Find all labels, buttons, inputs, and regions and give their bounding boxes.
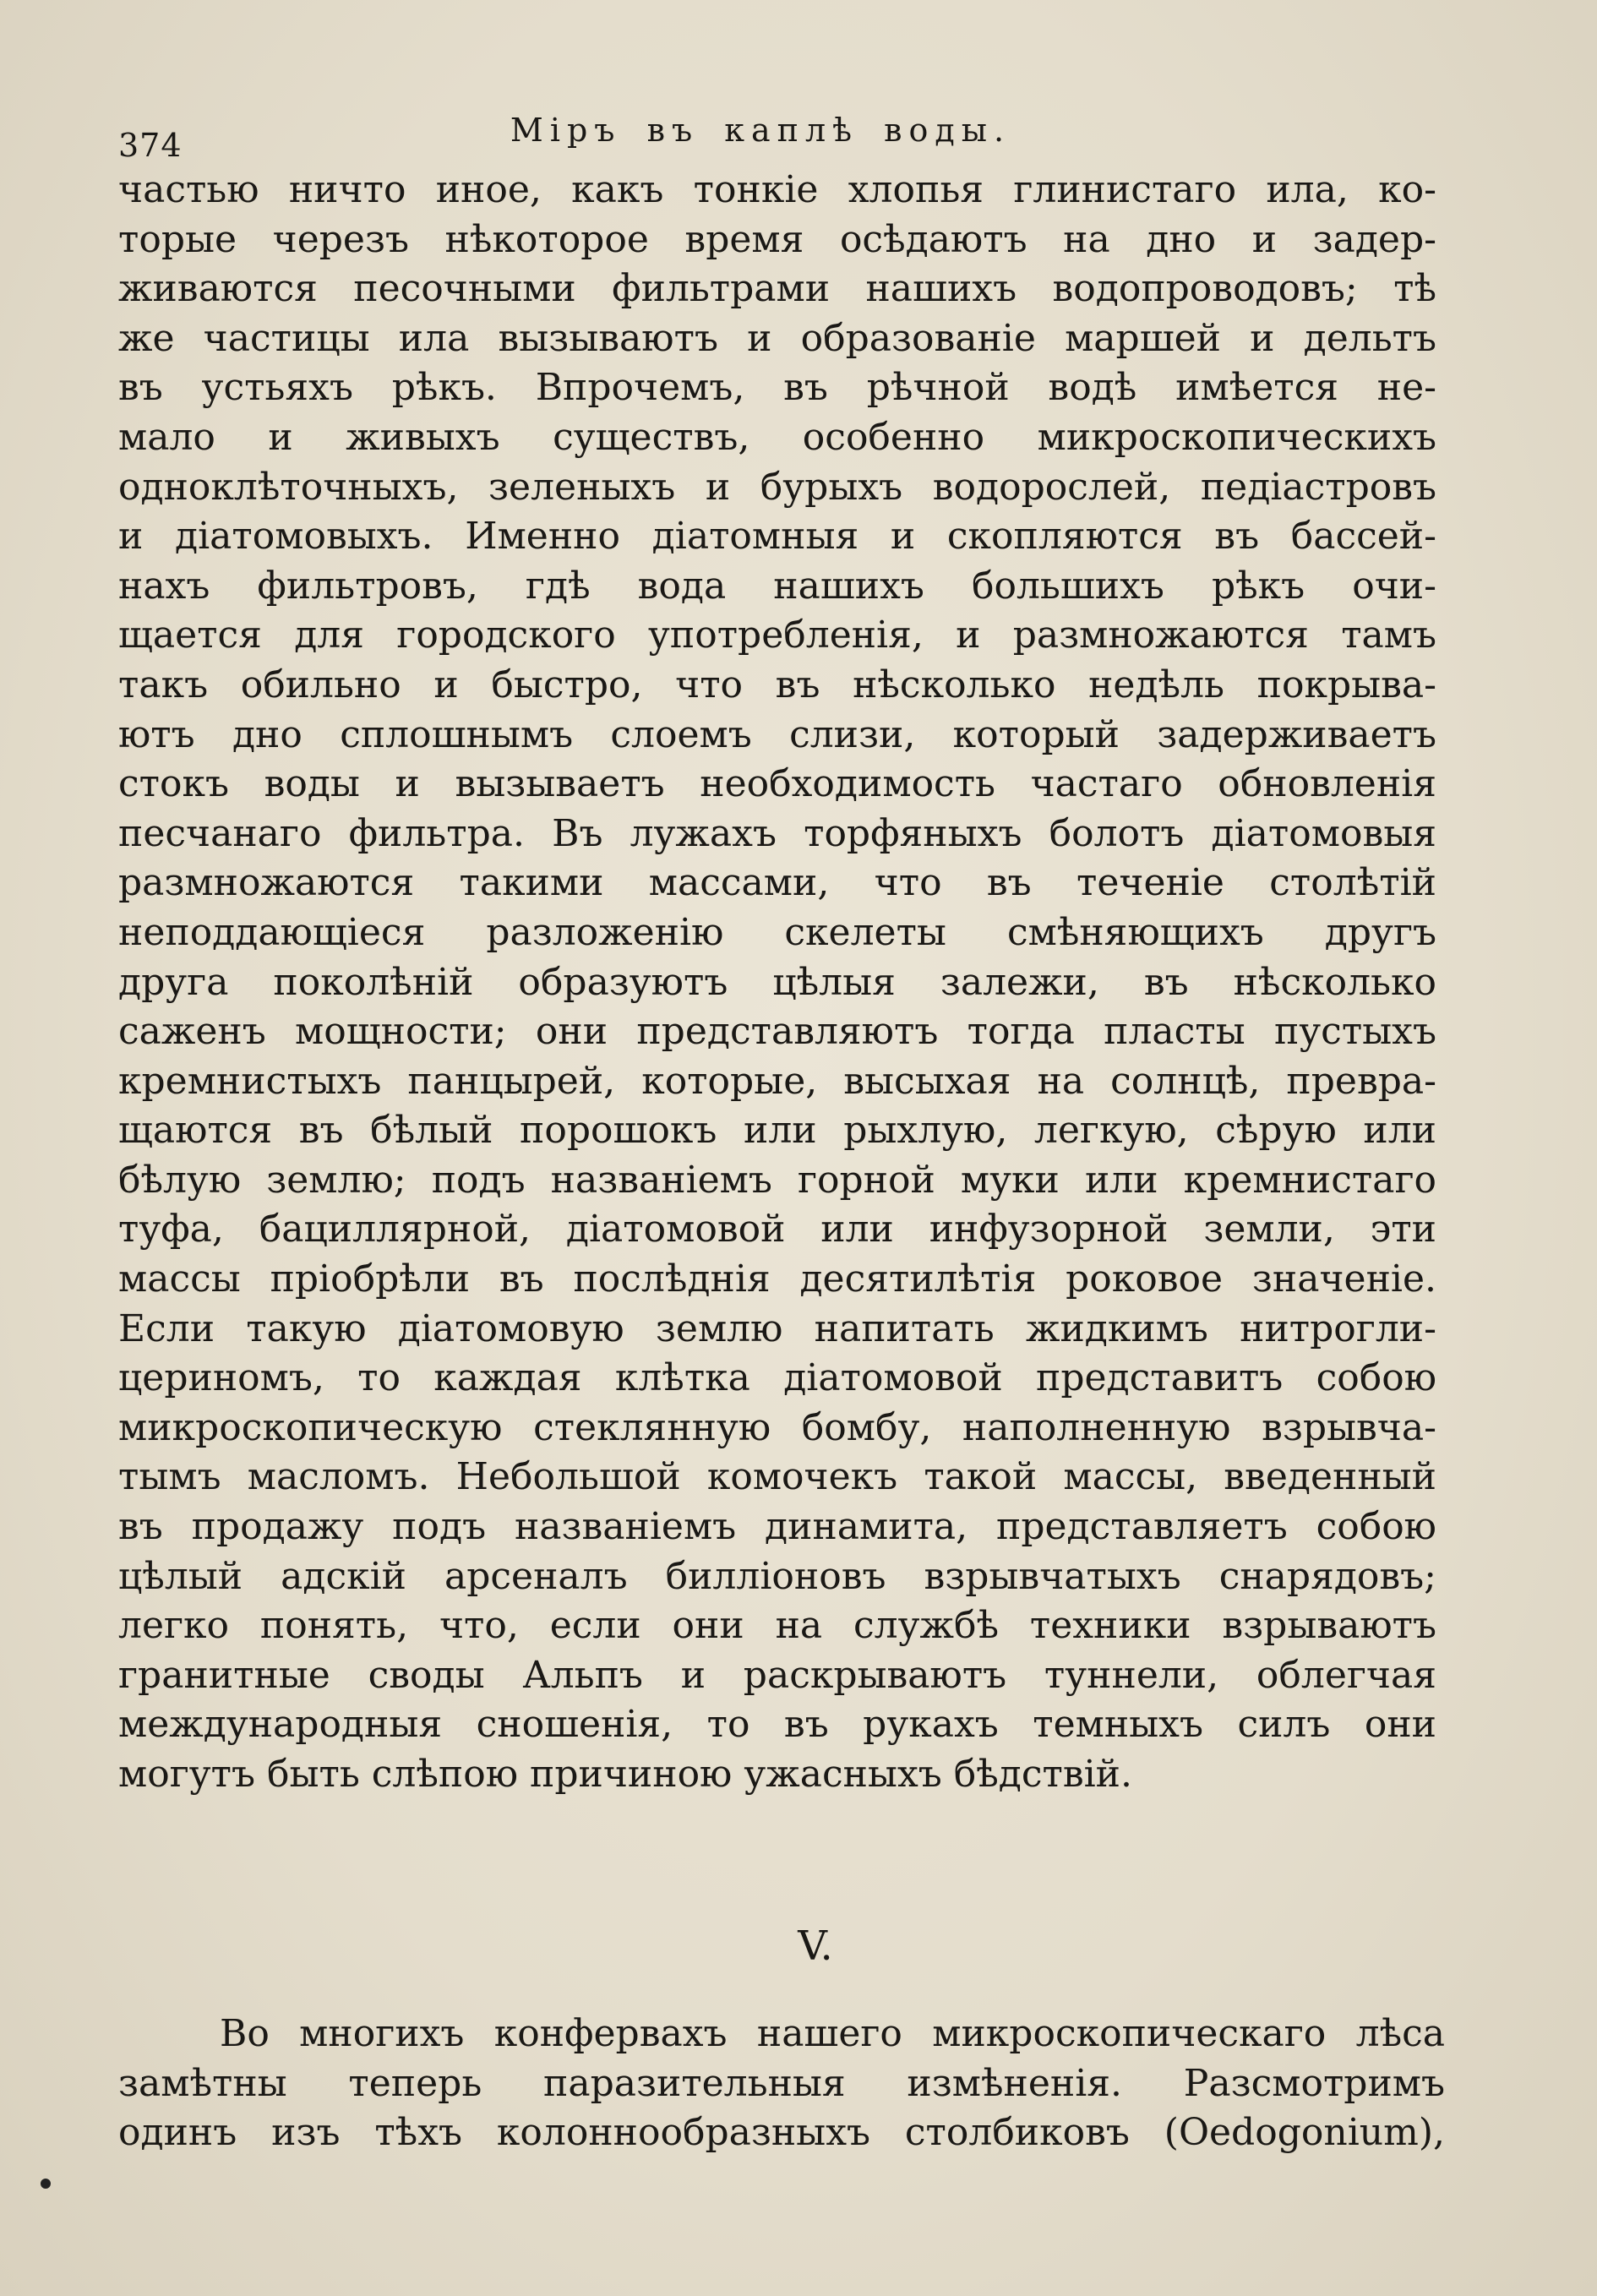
body-paragraph-1 [118, 166, 1436, 1800]
running-title: Міръ въ каплѣ воды. [510, 112, 1011, 149]
page-number: 374 [118, 127, 183, 164]
text-line: неподдающіеся разложенію скелеты смѣняющихъ другъ [118, 910, 1436, 954]
text-line: размножаются такими массами, что въ теченіе столѣтій [118, 861, 1436, 905]
text-line: ютъ дно сплошнымъ слоемъ слизи, который задерживаетъ [118, 712, 1436, 756]
text-line: туфа, бациллярной, діатомовой или инфузорной земли, эти [118, 1208, 1436, 1252]
text-line: цѣлый адскій арсеналъ билліоновъ взрывчатыхъ снарядовъ; [118, 1554, 1436, 1598]
text-line: Если такую діатомовую землю напитать жидкимъ нитрогли- [118, 1306, 1436, 1350]
text-line: международныя сношенія, то въ рукахъ темныхъ силъ они [118, 1703, 1436, 1747]
text-line: саженъ мощности; они представляютъ тогда пласты пустыхъ [118, 1010, 1436, 1054]
body-paragraph-2 [118, 2010, 1445, 2158]
text-line: гранитные своды Альпъ и раскрываютъ туннели, облегчая [118, 1653, 1436, 1697]
text-line: замѣтны теперь паразительныя измѣненія. Разсмотримъ [118, 2061, 1445, 2105]
text-line: такъ обильно и быстро, что въ нѣсколько недѣль покрыва- [118, 663, 1436, 706]
text-line: могутъ быть слѣпою причиною ужасныхъ бѣдствій. [118, 1753, 1132, 1796]
ink-speck [41, 2179, 51, 2189]
text-line: цериномъ, то каждая клѣтка діатомовой представитъ собою [118, 1356, 1436, 1400]
text-line: торые черезъ нѣкоторое время осѣдаютъ на дно и задер- [118, 217, 1436, 261]
text-line: нахъ фильтровъ, гдѣ вода нашихъ большихъ рѣкъ очи- [118, 564, 1436, 608]
text-line: массы пріобрѣли въ послѣднія десятилѣтія роковое значеніе. [118, 1257, 1436, 1301]
text-line: щаются въ бѣлый порошокъ или рыхлую, легкую, сѣрую или [118, 1109, 1436, 1153]
text-line: въ устьяхъ рѣкъ. Впрочемъ, въ рѣчной водѣ имѣется не- [118, 366, 1436, 410]
text-line: же частицы ила вызываютъ и образованіе маршей и дельтъ [118, 316, 1436, 360]
text-line: бѣлую землю; подъ названіемъ горной муки или кремнистаго [118, 1158, 1436, 1202]
text-line: одинъ изъ тѣхъ колоннообразныхъ столбиковъ (Oedogonium), [118, 2111, 1445, 2155]
text-line: живаются песочными фильтрами нашихъ водопроводовъ; тѣ [118, 267, 1436, 311]
text-line: легко понять, что, если они на службѣ техники взрываютъ [118, 1604, 1436, 1648]
text-line: друга поколѣній образуютъ цѣлыя залежи, въ нѣсколько [118, 960, 1436, 1004]
text-line: песчанаго фильтра. Въ лужахъ торфяныхъ болотъ діатомовыя [118, 811, 1436, 855]
section-heading: V. [798, 1922, 833, 1970]
text-line: тымъ масломъ. Небольшой комочекъ такой массы, введенный [118, 1455, 1436, 1499]
text-line: и діатомовыхъ. Именно діатомныя и скопляются въ бассей- [118, 515, 1436, 559]
text-line: мало и живыхъ существъ, особенно микроскопическихъ [118, 415, 1436, 459]
text-line: Во многихъ конфервахъ нашего микроскопическаго лѣса [220, 2012, 1445, 2055]
text-line: частью ничто иное, какъ тонкіе хлопья глинистаго ила, ко- [118, 168, 1436, 211]
text-line: микроскопическую стеклянную бомбу, наполненную взрывча- [118, 1405, 1436, 1449]
text-line: кремнистыхъ панцырей, которые, высыхая на солнцѣ, превра- [118, 1059, 1436, 1103]
text-line: стокъ воды и вызываетъ необходимость частаго обновленія [118, 762, 1436, 806]
text-line: въ продажу подъ названіемъ динамита, представляетъ собою [118, 1505, 1436, 1549]
text-line: одноклѣточныхъ, зеленыхъ и бурыхъ водорослей, педіастровъ [118, 465, 1436, 509]
text-line: щается для городского употребленія, и размножаются тамъ [118, 614, 1436, 657]
